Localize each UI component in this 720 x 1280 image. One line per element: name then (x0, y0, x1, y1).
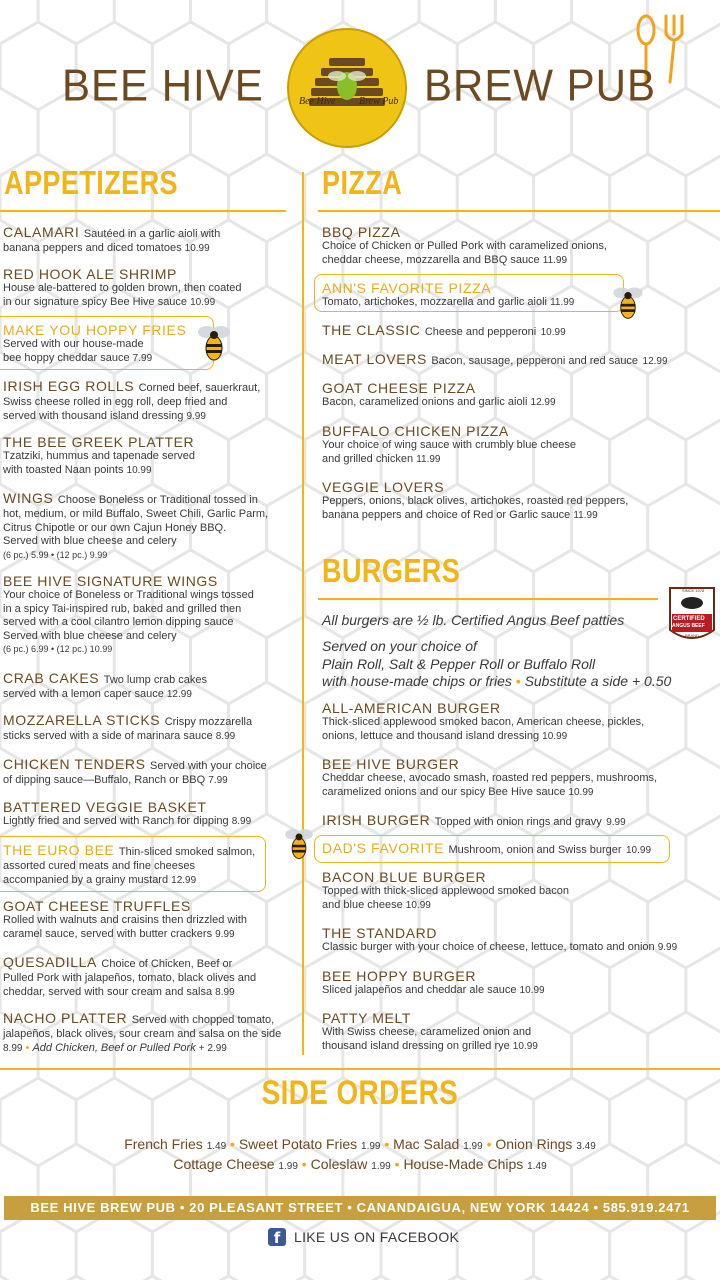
burger-patty-melt: PATTY MELT With Swiss cheese, caramelized onion and thousand island dressing on grilled rye 10.99 (322, 1010, 538, 1052)
facebook-link[interactable] (268, 1228, 459, 1246)
pizza-meat-lovers: MEAT LOVERS Bacon, sausage, pepperoni and red sauce 12.99 (322, 351, 668, 367)
appetizer-crab-cakes: CRAB CAKES Two lump crab cakes served with a lemon caper sauce 12.99 (3, 670, 208, 700)
logo (287, 28, 407, 148)
footer-city: CANANDAIGUA, NEW YORK 14424 (356, 1200, 590, 1215)
burgers-rule (318, 598, 658, 600)
footer-name: BEE HIVE BREW PUB (30, 1200, 176, 1215)
item-name: CALAMARI (3, 224, 80, 240)
pizza-veggie-lovers: VEGGIE LOVERS Peppers, onions, black olives, artichokes, roasted red peppers, banana peppers and choice of Red or Garlic sauce 11.99 (322, 479, 629, 521)
footer-phone[interactable]: 585.919.2471 (602, 1200, 690, 1215)
burger-all-american: ALL-AMERICAN BURGER Thick-sliced applewood smoked bacon, American cheese, pickles, onions, lettuce and thousand island dressing 10.99 (322, 700, 645, 742)
appetizer-wings: WINGS Choose Boneless or Traditional tossed in hot, medium, or mild Buffalo, Sweet Chili, Garlic Parm, Citrus Chipotle or our own Cajun Honey BBQ. Served with blue cheese and celery (6 pc.) 5.99 • (12 pc.) 9.99 (3, 490, 269, 560)
pizza-classic: THE CLASSIC Cheese and pepperoni 10.99 (322, 322, 566, 338)
logo-text-right: Brew Pub (359, 96, 399, 107)
appetizers-heading: APPETIZERS (4, 164, 179, 201)
appetizer-greek-platter: THE BEE GREEK PLATTER Tzatziki, hummus and tapenade served with toasted Naan points 10.99 (3, 434, 195, 476)
appetizer-mozzarella-sticks: MOZZARELLA STICKS Crispy mozzarella sticks served with a side of marinara sauce 8.99 (3, 712, 253, 742)
appetizer-irish-egg-rolls: IRISH EGG ROLLS Corned beef, sauerkraut, Swiss cheese rolled in egg roll, deep fried and served with thousand island dressing 9.99 (3, 378, 261, 422)
facebook-icon: f (268, 1228, 286, 1246)
certified-angus-badge: SINCE 1978 CERTIFIED ANGUS BEEF BRAND (668, 584, 716, 646)
appetizer-hoppy-fries: MAKE YOU HOPPY FRIES Served with our house-made bee hoppy cheddar sauce 7.99 (3, 322, 187, 364)
bee-icon (194, 320, 234, 364)
sides-heading-wrap (0, 1074, 720, 1113)
brand-right-title: BREW PUB (424, 60, 657, 111)
burgers-heading: BURGERS (322, 552, 461, 589)
appetizer-euro-bee: THE EURO BEE Thin-sliced smoked salmon, assorted cured meats and fine cheeses accompanied by a grainy mustard 12.99 (3, 842, 256, 886)
bee-icon (604, 282, 652, 322)
brand-left-title: BEE HIVE (62, 60, 264, 111)
appetizer-red-hook-ale-shrimp: RED HOOK ALE SHRIMP House ale-battered to golden brown, then coated in our signature spicy Bee Hive sauce 10.99 (3, 266, 242, 308)
pizza-bbq: BBQ PIZZA Choice of Chicken or Pulled Pork with caramelized onions, cheddar cheese, mozzarella and BBQ sauce 11.99 (322, 224, 607, 266)
burger-dads-favorite: DAD'S FAVORITE Mushroom, onion and Swiss burger 10.99 (322, 840, 652, 856)
facebook-label: LIKE US ON FACEBOOK (294, 1229, 460, 1245)
footer-address: 20 PLEASANT STREET (189, 1200, 344, 1215)
burger-bee-hive: BEE HIVE BURGER Cheddar cheese, avocado smash, roasted red peppers, mushrooms, caramelized onions and our spicy Bee Hive sauce 10.99 (322, 756, 658, 798)
appetizers-rule (0, 210, 286, 212)
burger-note-rolls: Served on your choice of Plain Roll, Salt & Pepper Roll or Buffalo Roll with house-made chips or fries • Substitute a side + 0.50 (322, 638, 672, 689)
burger-bee-hoppy: BEE HOPPY BURGER Sliced jalapeños and cheddar ale sauce 10.99 (322, 968, 545, 996)
sides-row-1: French Fries 1.49 • Sweet Potato Fries 1.99 • Mac Salad 1.99 • Onion Rings 3.49 (124, 1136, 596, 1152)
pizza-buffalo-chicken: BUFFALO CHICKEN PIZZA Your choice of wing sauce with crumbly blue cheese and grilled chicken 11.99 (322, 423, 576, 465)
pizza-anns-favorite: ANN'S FAVORITE PIZZA Tomato, artichokes, mozzarella and garlic aioli 11.99 (322, 280, 575, 308)
appetizer-veggie-basket: BATTERED VEGGIE BASKET Lightly fried and served with Ranch for dipping 8.99 (3, 799, 252, 827)
pizza-rule (318, 210, 720, 212)
sides-heading: SIDE ORDERS (261, 1074, 459, 1112)
burger-note-patties: All burgers are ½ lb. Certified Angus Beef patties (322, 612, 625, 628)
beehive-logo-icon (287, 28, 407, 148)
appetizer-nacho-platter: NACHO PLATTER Served with chopped tomato, jalapeños, black olives, sour cream and salsa on the side 8.99 • Add Chicken, Beef or Pulled Pork + 2.99 (3, 1010, 282, 1054)
pizza-heading: PIZZA (322, 164, 403, 201)
burger-standard: THE STANDARD Classic burger with your choice of cheese, lettuce, tomato and onion 9.99 (322, 925, 678, 953)
appetizer-signature-wings: BEE HIVE SIGNATURE WINGS Your choice of Boneless or Traditional wings tossed in a spicy Tai-inspired rub, baked and grilled then served with a cool cilantro lemon dipping sauce Served with blue cheese and celery (6 pc.) 6.99 • (12 pc.) 10.99 (3, 573, 254, 655)
pizza-goat-cheese: GOAT CHEESE PIZZA Bacon, caramelized onions and garlic aioli 12.99 (322, 380, 556, 408)
sides-row-2: Cottage Cheese 1.99 • Coleslaw 1.99 • House-Made Chips 1.49 (173, 1156, 547, 1172)
appetizer-calamari: CALAMARI Sautéed in a garlic aioli with banana peppers and diced tomatoes 10.99 (3, 224, 221, 254)
burger-irish: IRISH BURGER Topped with onion rings and gravy 9.99 (322, 812, 626, 828)
appetizer-goat-cheese-truffles: GOAT CHEESE TRUFFLES Rolled with walnuts and craisins then drizzled with caramel sauce, served with butter crackers 9.99 (3, 898, 247, 940)
appetizer-quesadilla: QUESADILLA Choice of Chicken, Beef or Pulled Pork with jalapeños, tomato, black olives and cheddar, served with sour cream and salsa 8.99 (3, 954, 257, 998)
logo-text-left: Bee Hive (299, 96, 336, 107)
footer-bar: BEE HIVE BREW PUB • 20 PLEASANT STREET • CANANDAIGUA, NEW YORK 14424 • 585.919.2471 (4, 1196, 716, 1220)
column-divider (302, 172, 304, 1055)
burger-bacon-blue: BACON BLUE BURGER Topped with thick-sliced applewood smoked bacon and blue cheese 10.99 (322, 869, 570, 911)
appetizer-chicken-tenders: CHICKEN TENDERS Served with your choice of dipping sauce—Buffalo, Ranch or BBQ 7.99 (3, 756, 267, 786)
bee-icon (278, 824, 320, 862)
sides-top-rule (0, 1068, 720, 1070)
